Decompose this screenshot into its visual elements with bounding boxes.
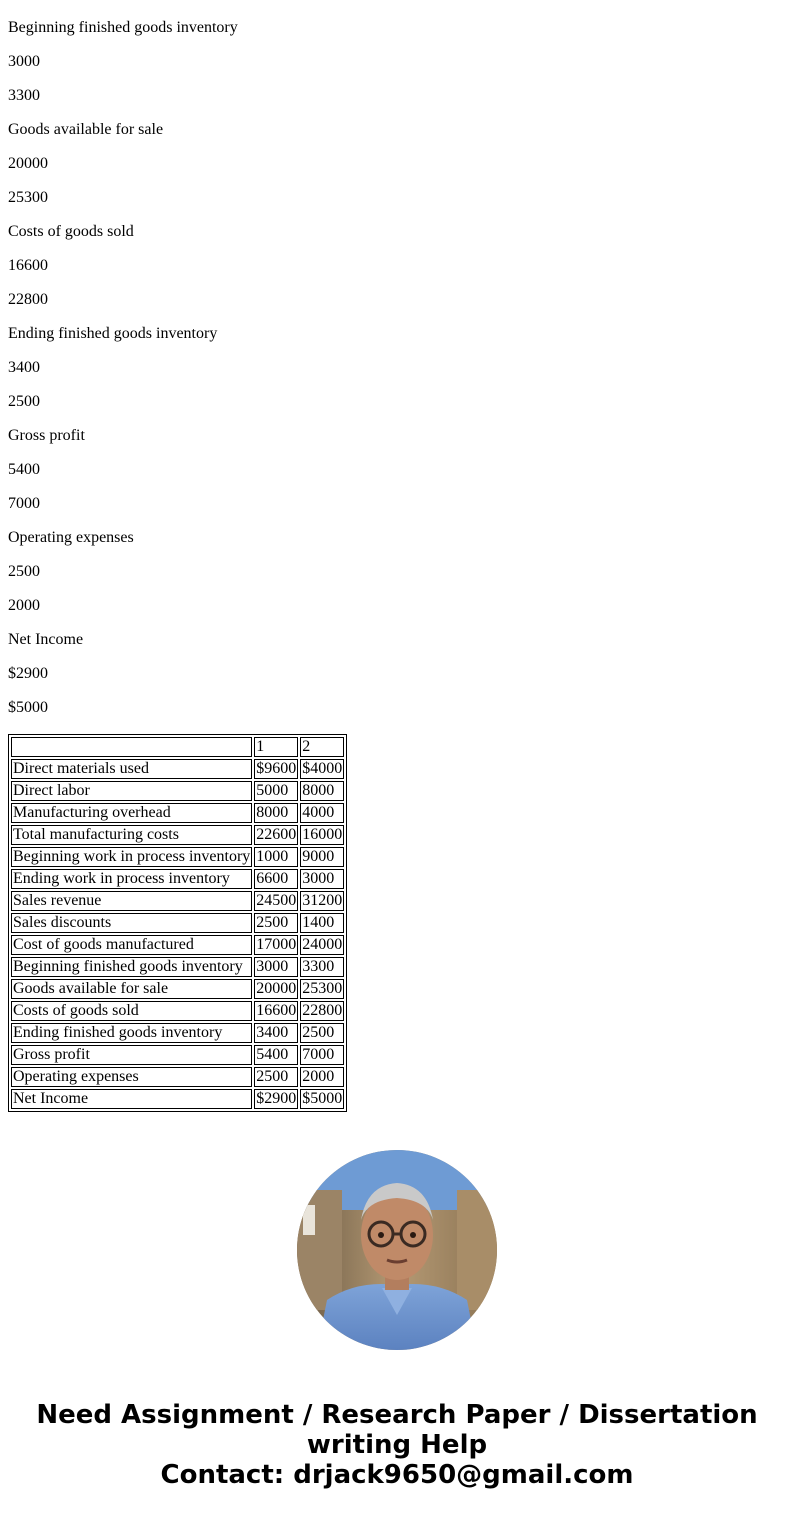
value-cell: $2900 — [256, 1090, 297, 1107]
table-row — [11, 825, 344, 845]
value-cell: $5000 — [302, 1090, 343, 1107]
value-cell: $9600 — [256, 760, 297, 777]
document-body — [8, 0, 786, 714]
table-row — [11, 847, 344, 867]
value-cell: 16000 — [302, 826, 343, 843]
value-cell: 20000 — [256, 980, 297, 997]
text-paragraph: 25300 — [8, 189, 48, 206]
value-cell: 1000 — [254, 847, 298, 867]
table-row — [11, 1089, 344, 1109]
value-cell: 22800 — [302, 1002, 343, 1019]
table-row — [11, 957, 344, 977]
row-label-cell: Ending finished goods inventory — [11, 1023, 252, 1043]
avatar-photo-illustration — [297, 1150, 497, 1350]
value-cell: 2 — [300, 737, 344, 757]
value-cell: 5000 — [254, 781, 298, 801]
value-cell: 7000 — [300, 1045, 344, 1065]
text-paragraph: Gross profit — [8, 427, 85, 444]
row-label-cell: Gross profit — [11, 1045, 252, 1065]
table-row — [11, 1045, 344, 1065]
row-label-cell: Manufacturing overhead — [11, 803, 252, 823]
value-cell: 16600 — [256, 1002, 297, 1019]
cost-data-table — [8, 734, 347, 1112]
value-cell: 17000 — [256, 936, 297, 953]
row-label-cell: Cost of goods manufactured — [11, 935, 252, 955]
text-paragraph: Goods available for sale — [8, 121, 164, 138]
text-paragraph: 3000 — [8, 53, 40, 70]
text-paragraph: Net Income — [8, 631, 84, 648]
value-cell: 25300 — [302, 980, 343, 997]
value-cell: 4000 — [300, 803, 344, 823]
value-cell: 3000 — [300, 869, 344, 889]
table-row — [11, 803, 344, 823]
row-label-cell: Sales revenue — [11, 891, 252, 911]
text-paragraph: 7000 — [8, 495, 40, 512]
text-paragraph: 16600 — [8, 257, 48, 274]
text-paragraph: 2500 — [8, 563, 40, 580]
value-cell: 5400 — [254, 1045, 298, 1065]
footer-contact-banner — [0, 1400, 794, 1490]
value-cell: 1400 — [300, 913, 344, 933]
value-cell: 3300 — [300, 957, 344, 977]
value-cell: 9000 — [300, 847, 344, 867]
row-label-cell: Goods available for sale — [11, 979, 252, 999]
text-paragraph: $2900 — [8, 665, 48, 682]
value-cell: 24000 — [302, 936, 343, 953]
value-cell: 2500 — [254, 913, 298, 933]
text-paragraph: Operating expenses — [8, 529, 134, 546]
text-paragraph: Costs of goods sold — [8, 223, 134, 240]
table-row — [11, 1023, 344, 1043]
text-paragraph: 2000 — [8, 597, 40, 614]
row-label-cell: Direct materials used — [11, 759, 252, 779]
row-label-cell — [11, 737, 252, 757]
value-cell: 3400 — [254, 1023, 298, 1043]
text-paragraph: 3400 — [8, 359, 40, 376]
footer-line-1: Need Assignment / Research Paper / Dissertation — [36, 1400, 758, 1430]
value-cell: 2500 — [254, 1067, 298, 1087]
text-paragraph: 20000 — [8, 155, 48, 172]
value-cell: 6600 — [254, 869, 298, 889]
value-cell: 8000 — [254, 803, 298, 823]
row-label-cell: Beginning work in process inventory — [13, 848, 251, 865]
text-paragraph: $5000 — [8, 699, 48, 716]
text-paragraph: 2500 — [8, 393, 40, 410]
table-row — [11, 979, 344, 999]
table-row — [11, 781, 344, 801]
value-cell: 22600 — [256, 826, 297, 843]
value-cell: 24500 — [256, 892, 297, 909]
table-row — [11, 891, 344, 911]
row-label-cell: Direct labor — [11, 781, 252, 801]
row-label-cell: Ending work in process inventory — [11, 869, 252, 889]
text-paragraph: 22800 — [8, 291, 48, 308]
text-paragraph: Beginning finished goods inventory — [8, 19, 238, 36]
value-cell: 1 — [254, 737, 298, 757]
row-label-cell: Costs of goods sold — [11, 1001, 252, 1021]
table-row — [11, 869, 344, 889]
row-label-cell: Operating expenses — [11, 1067, 252, 1087]
table-row — [11, 1001, 344, 1021]
table-row — [11, 1067, 344, 1087]
row-label-cell: Sales discounts — [11, 913, 252, 933]
value-cell: 2000 — [300, 1067, 344, 1087]
table-row — [11, 913, 344, 933]
footer-contact-line: Contact: drjack9650@gmail.com — [160, 1460, 634, 1490]
table-row — [11, 759, 344, 779]
value-cell: 31200 — [302, 892, 343, 909]
text-paragraph: 3300 — [8, 87, 40, 104]
table-header-row — [11, 737, 344, 757]
footer-line-2: writing Help — [306, 1430, 488, 1460]
paragraph-list — [8, 0, 786, 714]
text-paragraph: Ending finished goods inventory — [8, 325, 218, 342]
avatar — [297, 1150, 497, 1350]
row-label-cell: Total manufacturing costs — [11, 825, 252, 845]
value-cell: $4000 — [302, 760, 343, 777]
table-row — [11, 935, 344, 955]
row-label-cell: Net Income — [11, 1089, 252, 1109]
text-paragraph: 5400 — [8, 461, 40, 478]
value-cell: 8000 — [300, 781, 344, 801]
row-label-cell: Beginning finished goods inventory — [11, 957, 252, 977]
value-cell: 3000 — [254, 957, 298, 977]
value-cell: 2500 — [300, 1023, 344, 1043]
